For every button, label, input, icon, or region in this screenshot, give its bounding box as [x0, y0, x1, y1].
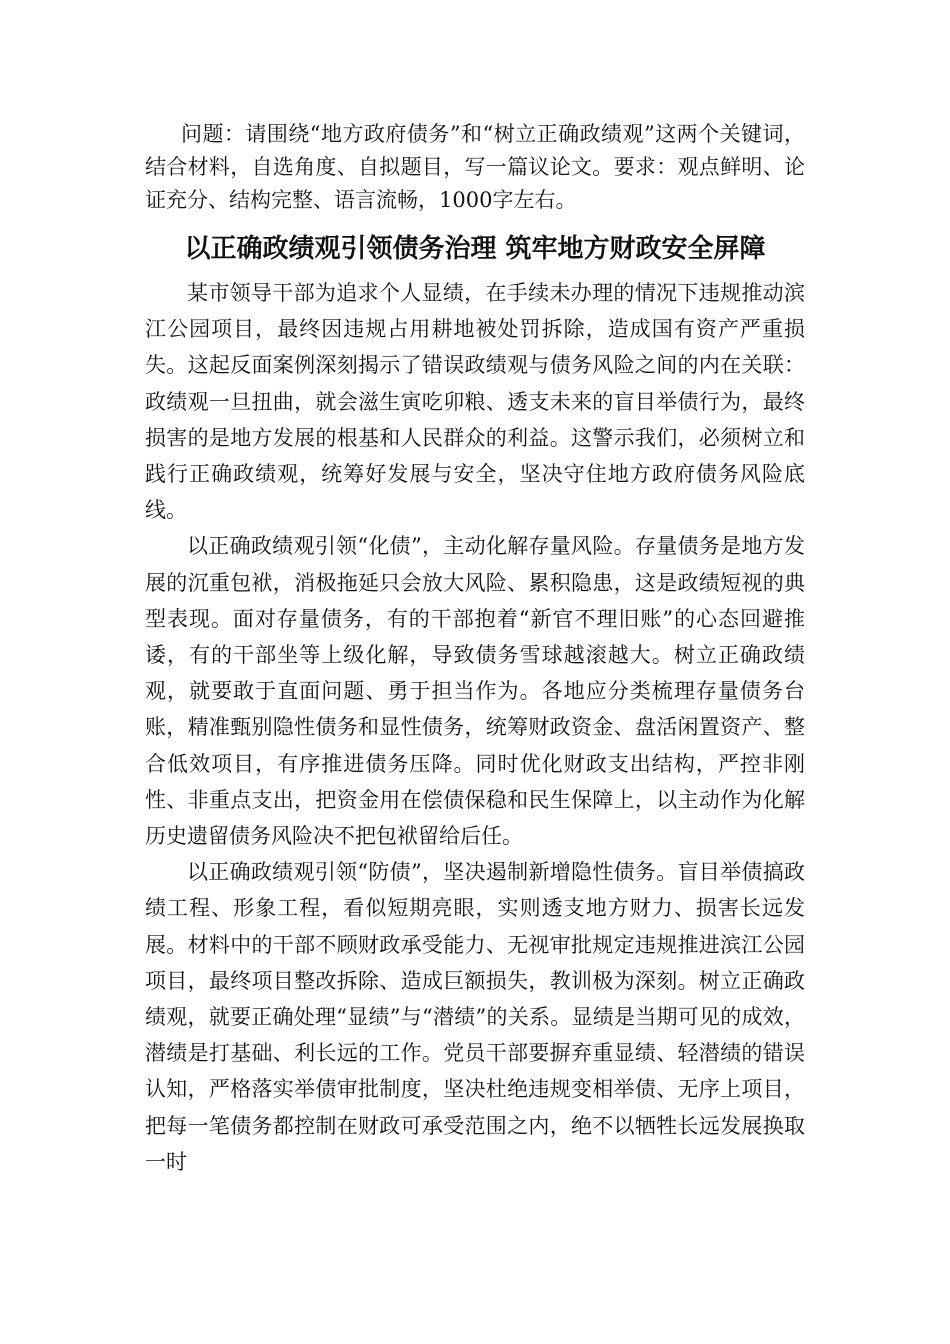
document-body: [145, 118, 805, 1180]
question-prompt: 问题：请围绕“地方政府债务”和“树立正确政绩观”这两个关键词，结合材料，自选角度、自拟题目，写一篇议论文。要求：观点鲜明、论证充分、结构完整、语言流畅，1000字左右。: [145, 122, 805, 212]
essay-paragraph-1: 某市领导干部为追求个人显绩，在手续未办理的情况下违规推动滨江公园项目，最终因违规占用耕地被处罚拆除，造成国有资产严重损失。这起反面案例深刻揭示了错误政绩观与债务风险之间的内在关联：政绩观一旦扭曲，就会滋生寅吃卯粮、透支未来的盲目举债行为，最终损害的是地方发展的根基和人民群众的利益。这警示我们，必须树立和践行正确政绩观，统筹好发展与安全，坚决守住地方政府债务风险底线。: [145, 281, 805, 523]
essay-paragraph-2: 以正确政绩观引领“化债”，主动化解存量风险。存量债务是地方发展的沉重包袱，消极拖延只会放大风险、累积隐患，这是政绩短视的典型表现。面对存量债务，有的干部抱着“新官不理旧账”的心态回避推诿，有的干部坐等上级化解，导致债务雪球越滚越大。树立正确政绩观，就要敢于直面问题、勇于担当作为。各地应分类梳理存量债务台账，精准甄别隐性债务和显性债务，统筹财政资金、盘活闲置资产、整合低效项目，有序推进债务压降。同时优化财政支出结构，严控非刚性、非重点支出，把资金用在偿债保稳和民生保障上，以主动作为化解历史遗留债务风险决不把包袱留给后任。: [145, 534, 805, 849]
essay-title: 以正确政绩观引领债务治理 筑牢地方财政安全屏障: [184, 234, 766, 264]
essay-paragraph-3: 以正确政绩观引领“防债”，坚决遏制新增隐性债务。盲目举债搞政绩工程、形象工程，看似短期亮眼，实则透支地方财力、损害长远发展。材料中的干部不顾财政承受能力、无视审批规定违规推进滨江公园项目，最终项目整改拆除、造成巨额损失，教训极为深刻。树立正确政绩观，就要正确处理“显绩”与“潜绩”的关系。显绩是当期可见的成效，潜绩是打基础、利长远的工作。党员干部要摒弃重显绩、轻潜绩的错误认知，严格落实举债审批制度，坚决杜绝违规变相举债、无序上项目，把每一笔债务都控制在财政可承受范围之内，绝不以牺牲长远发展换取一时: [145, 860, 805, 1174]
